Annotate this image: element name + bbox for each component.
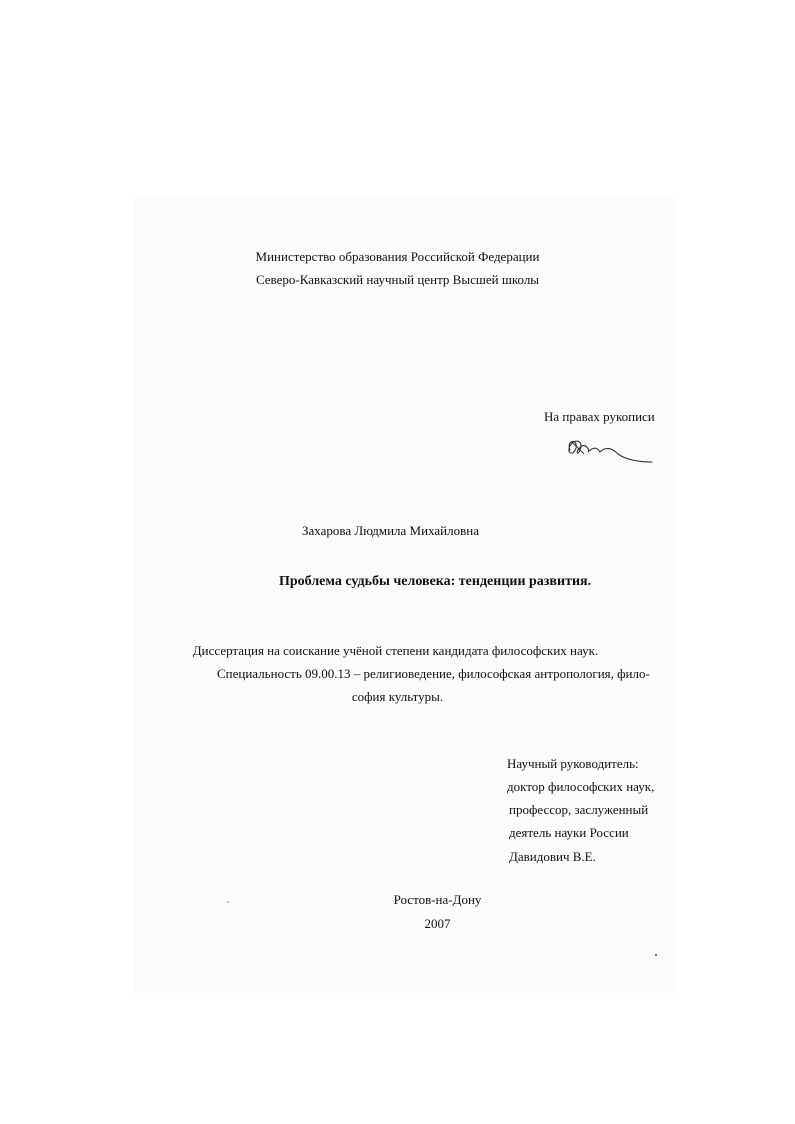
advisor-title: профессор, заслуженный: [509, 802, 649, 817]
dissertation-title: Проблема судьбы человека: тенденции развития.: [279, 574, 592, 589]
advisor-honor: деятель науки России: [509, 825, 629, 840]
description-line-1: Диссертация на соискание учёной степени кандидата философских наук.: [192, 643, 599, 658]
author-name: Захарова Людмила Михайловна: [302, 523, 479, 538]
advisor-name: Давидович В.Е.: [509, 849, 596, 864]
description-line-2: Специальность 09.00.13 – религиоведение, философская антропология, фило-: [217, 666, 650, 681]
description-line-3: софия культуры.: [351, 689, 444, 704]
ministry-line: Министерство образования Российской Федерации: [255, 249, 540, 264]
year: 2007: [424, 916, 451, 931]
advisor-degree: доктор философских наук,: [507, 779, 655, 794]
manuscript-rights-label: На правах рукописи: [544, 409, 655, 424]
city: Ростов-на-Дону: [393, 892, 482, 907]
scan-speck: [655, 954, 657, 956]
advisor-label: Научный руководитель:: [507, 756, 639, 771]
handwritten-signature: [560, 432, 660, 468]
research-center-line: Северо-Кавказский научный центр Высшей школы: [255, 272, 540, 287]
scan-speck: [227, 901, 229, 903]
scanned-page-area: [135, 198, 675, 993]
